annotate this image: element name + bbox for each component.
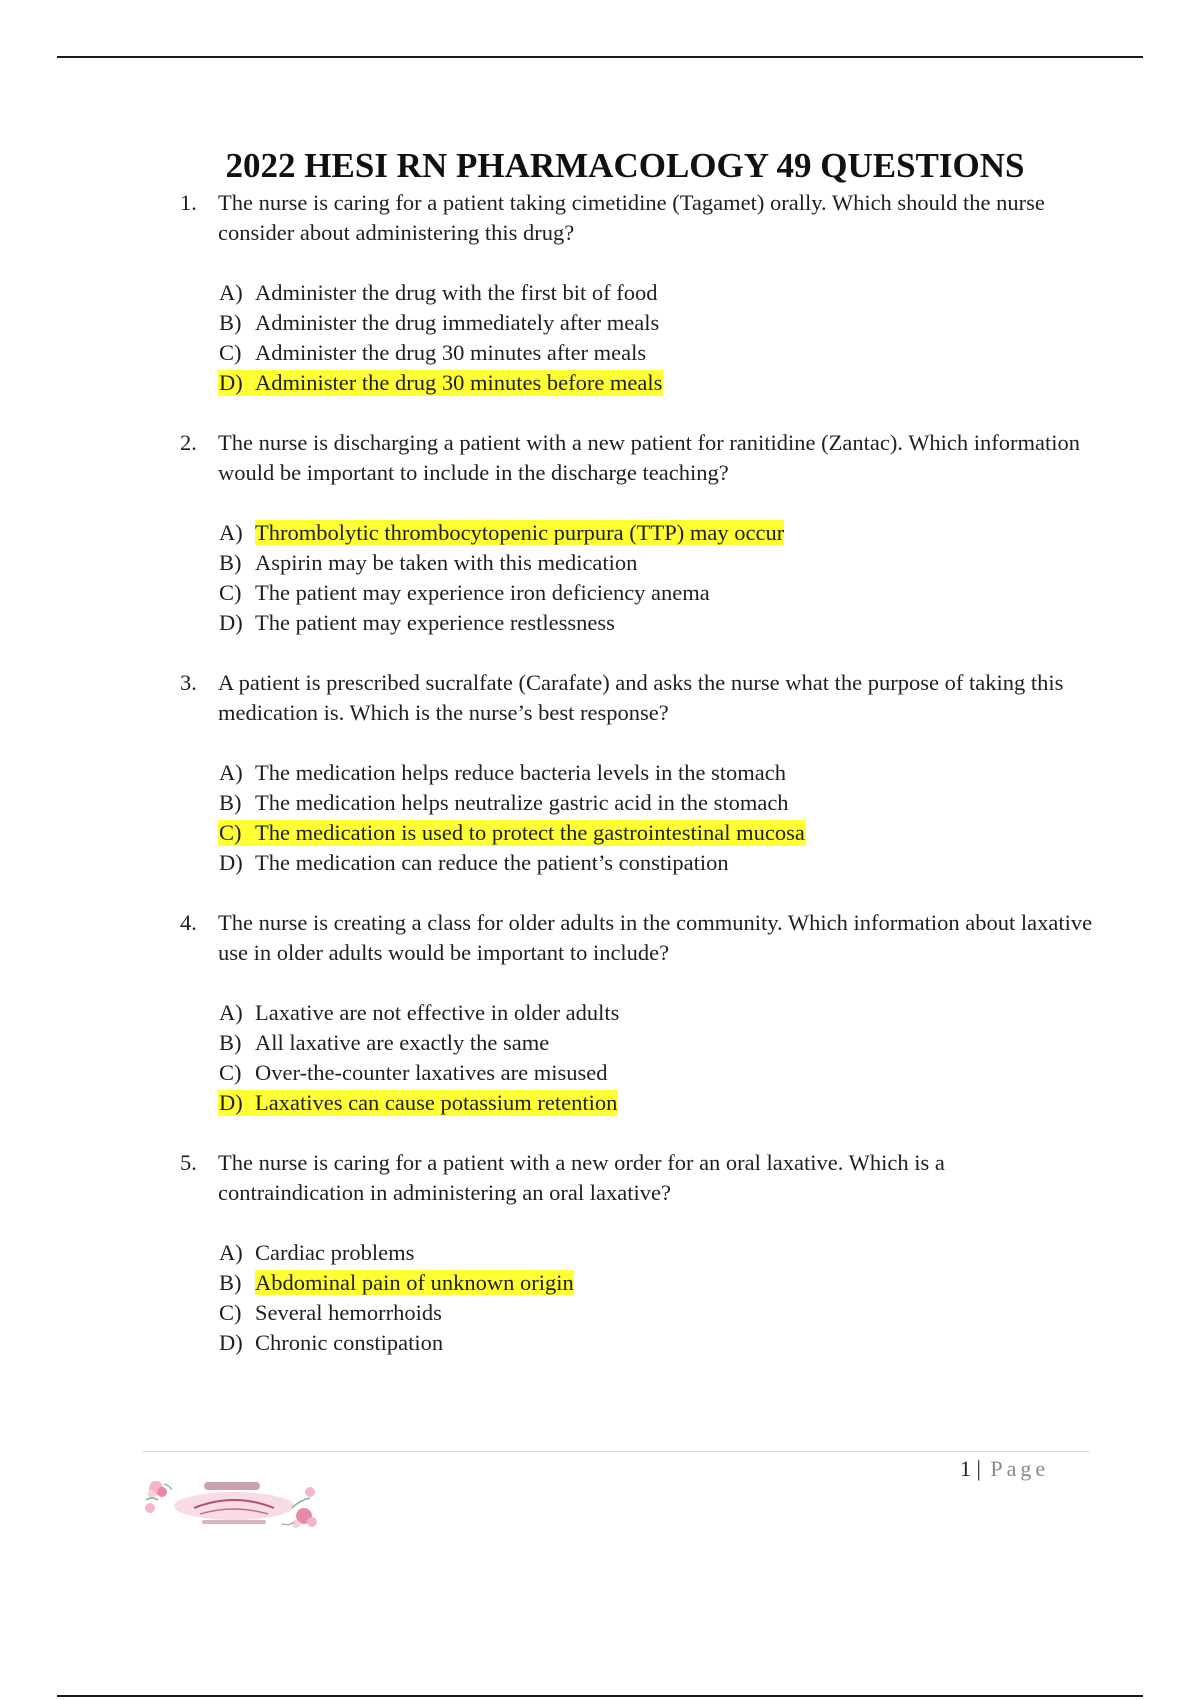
option-letter: C)	[219, 340, 242, 365]
option-text: Administer the drug with the first bit of food	[255, 280, 658, 305]
option-letter: D)	[219, 1090, 243, 1115]
question-text: The nurse is creating a class for older adults in the community. Which information about laxative use in older adults would be important to include?	[218, 910, 1093, 965]
option-letter: C)	[219, 1300, 242, 1325]
option-letter: A)	[219, 760, 243, 785]
document-title: 2022 HESI RN PHARMACOLOGY 49 QUESTIONS	[225, 146, 1025, 185]
option-b	[218, 308, 1080, 338]
option-text: The patient may experience iron deficiency anema	[255, 580, 710, 605]
option-letter: D)	[219, 370, 243, 395]
footer-divider	[142, 1451, 1090, 1452]
question-number: 1.	[180, 190, 197, 215]
option-c	[218, 1058, 1080, 1088]
bottom-rule	[57, 1695, 1143, 1697]
option-text: Abdominal pain of unknown origin	[255, 1270, 574, 1295]
question-list	[180, 188, 1093, 1388]
option-text: Cardiac problems	[255, 1240, 415, 1265]
question-3	[180, 668, 1080, 878]
option-b-highlighted-answer	[218, 1268, 1080, 1298]
option-letter: B)	[219, 1030, 242, 1055]
question-4	[180, 908, 1093, 1118]
question-text: The nurse is discharging a patient with a new patient for ranitidine (Zantac). Which information would be important to include in the discharge teaching?	[218, 430, 1081, 485]
option-d	[218, 608, 1080, 638]
option-text: The patient may experience restlessness	[255, 610, 615, 635]
option-letter: C)	[219, 580, 242, 605]
answer-options	[218, 998, 1080, 1118]
page-number-value: 1	[960, 1456, 971, 1481]
left-flower-cluster-icon	[145, 1481, 172, 1513]
option-b	[218, 1028, 1080, 1058]
option-c	[218, 338, 1080, 368]
banner-icon	[174, 1482, 294, 1524]
question-number: 3.	[180, 670, 197, 695]
option-text: Aspirin may be taken with this medication	[255, 550, 638, 575]
option-d	[218, 848, 1080, 878]
option-a	[218, 758, 1080, 788]
option-a	[218, 998, 1080, 1028]
option-a-highlighted-answer	[218, 518, 1080, 548]
page-number	[960, 1454, 1049, 1484]
option-letter: A)	[219, 1000, 243, 1025]
option-letter: A)	[219, 1240, 243, 1265]
option-b	[218, 788, 1080, 818]
option-letter: A)	[219, 520, 243, 545]
option-letter: B)	[219, 550, 242, 575]
answer-options	[218, 1238, 1080, 1358]
option-letter: D)	[219, 1330, 243, 1355]
option-c	[218, 578, 1080, 608]
option-d-highlighted-answer	[218, 1088, 1080, 1118]
option-text: Over-the-counter laxatives are misused	[255, 1060, 608, 1085]
option-letter: C)	[219, 1060, 242, 1085]
option-d	[218, 1328, 1080, 1358]
answer-options	[218, 518, 1080, 638]
option-c-highlighted-answer	[218, 818, 1080, 848]
option-text: Chronic constipation	[255, 1330, 444, 1355]
option-text: The medication can reduce the patient’s constipation	[255, 850, 729, 875]
question-1	[180, 188, 1080, 398]
option-text: Several hemorrhoids	[255, 1300, 442, 1325]
option-letter: C)	[219, 820, 242, 845]
question-number: 5.	[180, 1150, 197, 1175]
option-letter: B)	[219, 1270, 242, 1295]
question-text: The nurse is caring for a patient taking cimetidine (Tagamet) orally. Which should the nurse consider about administering this drug?	[218, 190, 1045, 245]
option-d-highlighted-answer	[218, 368, 1080, 398]
question-number: 4.	[180, 910, 197, 935]
option-c	[218, 1298, 1080, 1328]
option-letter: D)	[219, 850, 243, 875]
top-rule	[57, 56, 1143, 58]
option-text: Thrombolytic thrombocytopenic purpura (TTP) may occur	[255, 520, 785, 545]
answer-options	[218, 758, 1080, 878]
question-5	[180, 1148, 1080, 1358]
option-b	[218, 548, 1080, 578]
page-number-separator: |	[976, 1456, 981, 1481]
option-text: Administer the drug 30 minutes before meals	[255, 370, 663, 395]
option-text: All laxative are exactly the same	[255, 1030, 550, 1055]
option-text: Administer the drug 30 minutes after meals	[255, 340, 647, 365]
option-text: Laxatives can cause potassium retention	[255, 1090, 618, 1115]
option-text: Laxative are not effective in older adults	[255, 1000, 620, 1025]
option-letter: D)	[219, 610, 243, 635]
question-number: 2.	[180, 430, 197, 455]
option-a	[218, 1238, 1080, 1268]
option-text: The medication helps reduce bacteria levels in the stomach	[255, 760, 787, 785]
floral-logo-icon	[142, 1478, 322, 1530]
question-text: A patient is prescribed sucralfate (Carafate) and asks the nurse what the purpose of taking this medication is. Which is the nurse’s best response?	[218, 670, 1064, 725]
question-2	[180, 428, 1080, 638]
option-text: Administer the drug immediately after meals	[255, 310, 660, 335]
question-text: The nurse is caring for a patient with a new order for an oral laxative. Which is a contraindication in administering an oral laxative?	[218, 1150, 945, 1205]
answer-options	[218, 278, 1080, 398]
page-word: Page	[990, 1456, 1050, 1481]
option-letter: B)	[219, 310, 242, 335]
option-a	[218, 278, 1080, 308]
option-letter: A)	[219, 280, 243, 305]
option-letter: B)	[219, 790, 242, 815]
option-text: The medication helps neutralize gastric acid in the stomach	[255, 790, 789, 815]
option-text: The medication is used to protect the gastrointestinal mucosa	[255, 820, 805, 845]
